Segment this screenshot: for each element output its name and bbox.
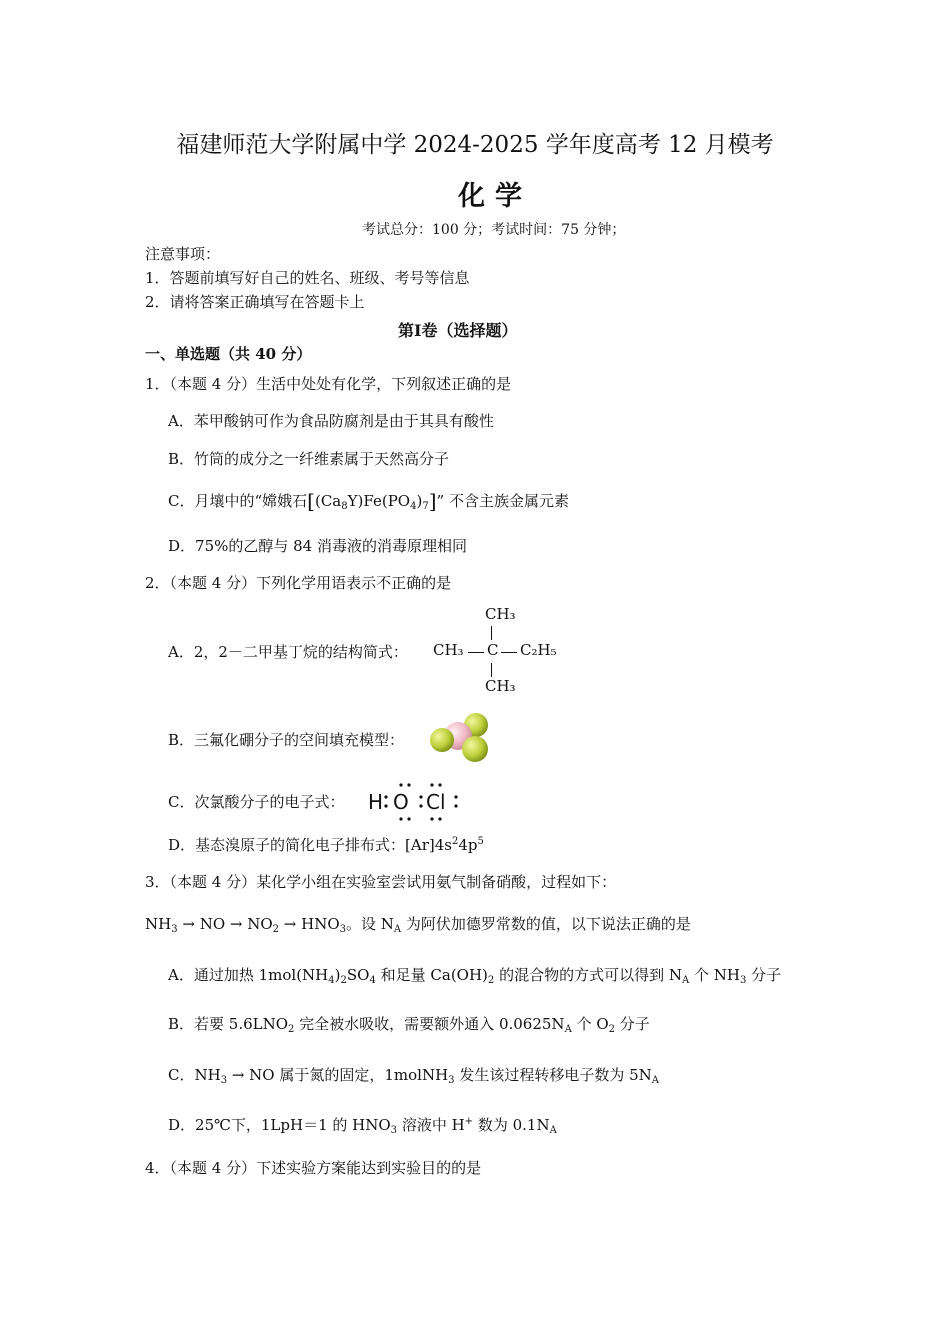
bond-line <box>468 652 484 653</box>
struct-left-group: CH₃ <box>433 641 464 659</box>
bond-line <box>501 652 517 653</box>
bond-line <box>491 663 492 677</box>
struct-right-group: C₂H₅ <box>520 641 557 659</box>
question-2-option-b: B．三氟化硼分子的空间填充模型： <box>168 731 405 749</box>
dimethylbutane-structure <box>433 605 563 697</box>
bf3-space-filling-model <box>428 712 494 764</box>
question-3-option-c: C．$NH_3$ → NO 属于氮的固定，1molNH$_3$ 发生该过程转移电子数为 $5N_A$ <box>168 1066 659 1086</box>
notice-item: 1．答题前填写好自己的姓名、班级、考号等信息 <box>145 269 470 287</box>
question-1-option-b: B．竹筒的成分之一纤维素属于天然高分子 <box>168 450 450 468</box>
question-1-stem: 1．（本题 4 分）生活中处处有化学，下列叙述正确的是 <box>145 375 512 393</box>
question-2-stem: 2．（本题 4 分）下列化学用语表示不正确的是 <box>145 574 452 592</box>
question-1-option-d: D．75%的乙醇与 84 消毒液的消毒原理相同 <box>168 537 467 555</box>
struct-top-group: CH₃ <box>485 605 516 623</box>
question-2-option-c: C．次氯酸分子的电子式： <box>168 793 345 811</box>
struct-bottom-group: CH₃ <box>485 677 516 695</box>
chang-e-stone-formula: [ <box>307 489 315 513</box>
notice-item: 2．请将答案正确填写在答题卡上 <box>145 293 365 311</box>
part-heading: 一、单选题（共 40 分） <box>145 345 312 363</box>
question-2-option-a: A．2，2－二甲基丁烷的结构简式： <box>168 643 408 661</box>
exam-info: 考试总分：100 分；考试时间：75 分钟； <box>362 222 626 238</box>
struct-center-atom: C <box>487 641 499 659</box>
question-3-option-d: D．25℃下，1LpH＝1 的 $HNO_3$ 溶液中 H+ 数为 $0.1N_A$ <box>168 1116 557 1136</box>
bond-line <box>491 626 492 640</box>
question-2-option-d: D．基态溴原子的简化电子排布式：$[Ar]4s^24p^5$ <box>168 836 484 854</box>
lewis-o: O <box>393 790 409 814</box>
lewis-h: H <box>368 790 384 814</box>
lewis-cl: Cl <box>426 790 446 814</box>
question-4-stem: 4．（本题 4 分）下述实验方案能达到实验目的的是 <box>145 1159 482 1177</box>
question-3-reaction-line: $NH_3$ → NO → $NO_2 \to HNO_3$。设 $N_A$ 为阿伏加德罗常数的值，以下说法正确的是 <box>145 915 691 935</box>
question-3-option-b: B．若要 $5.6LNO_2$ 完全被水吸收，需要额外通入 $0.0625N_A$ 个 $O_2$ 分子 <box>168 1015 650 1035</box>
volume-heading: 第Ⅰ卷（选择题） <box>398 321 518 340</box>
notice-heading: 注意事项： <box>145 245 221 263</box>
hclo-electron-formula <box>366 781 462 823</box>
question-1-option-a: A．苯甲酸钠可作为食品防腐剂是由于其具有酸性 <box>168 412 494 430</box>
subject-title: 化学 <box>458 181 532 212</box>
exam-title: 福建师范大学附属中学 2024-2025 学年度高考 12 月模考 <box>176 132 774 158</box>
question-3-option-a: A．通过加热 $1mol(NH_4)_2SO_4$ 和足量 $Ca(OH)_2$ 的混合物的方式可以得到 $N_A$ 个 $NH_3$ 分子 <box>168 966 782 986</box>
question-3-stem: 3．（本题 4 分）某化学小组在实验室尝试用氨气制备硝酸，过程如下： <box>145 873 617 891</box>
question-1-option-c: C．月壤中的“嫦娥石$[(Ca_8Y)Fe(PO_4)_7]$” 不含主族金属元素 <box>168 489 569 513</box>
